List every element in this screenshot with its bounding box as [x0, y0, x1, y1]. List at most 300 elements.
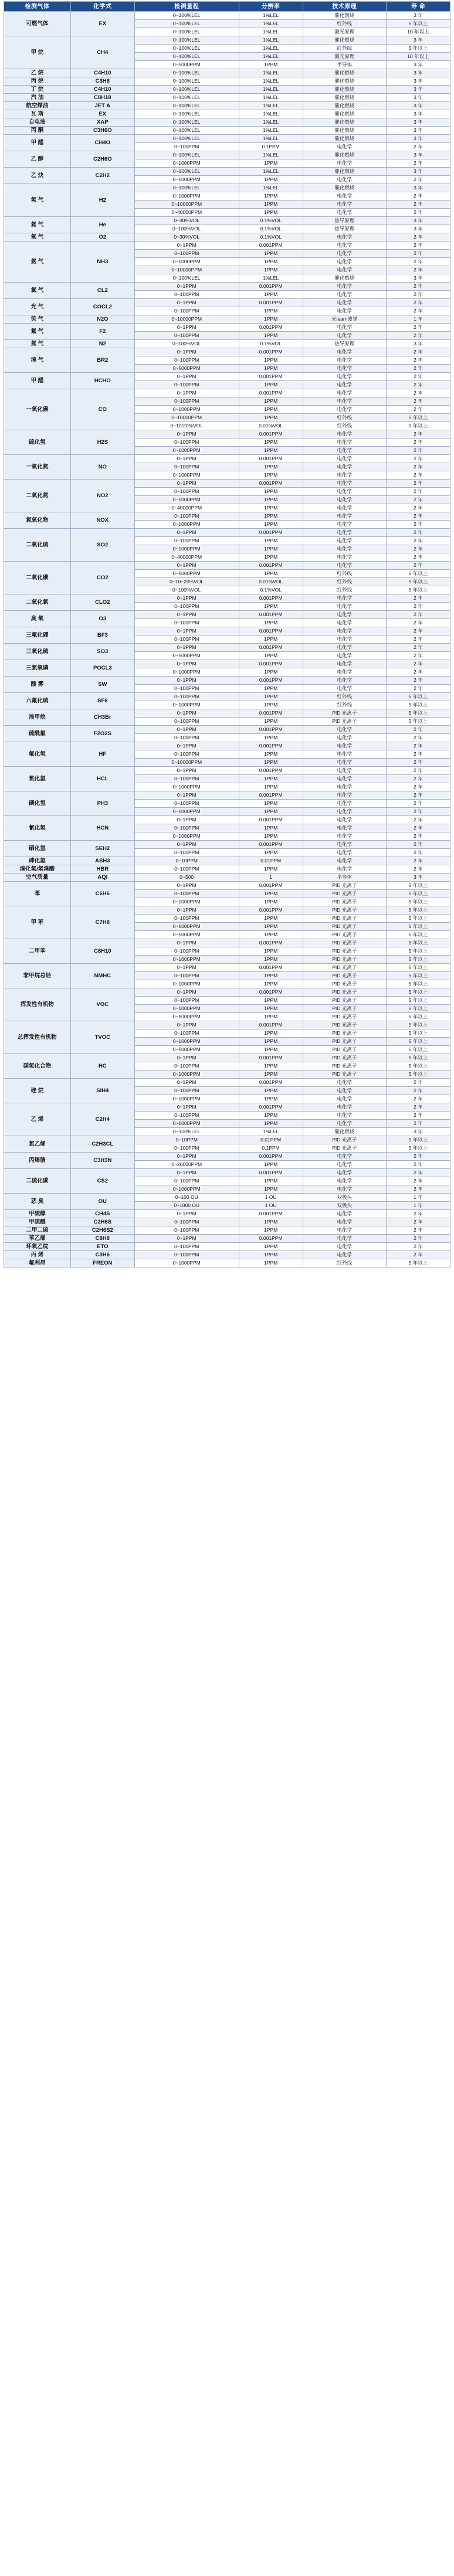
resolution-cell: 1PPM [239, 668, 303, 677]
range-cell: 0~1PPM [134, 1103, 239, 1112]
range-cell: 0~40000PPM [134, 209, 239, 217]
lifetime-cell: 2 年 [386, 865, 450, 874]
range-cell: 0~1000PPM [134, 1259, 239, 1267]
lifetime-cell: 2 年 [386, 594, 450, 603]
formula-cell: C2H6O [70, 151, 134, 168]
lifetime-cell: 3 年 [386, 340, 450, 348]
technology-cell: PID 光离子 [303, 718, 386, 726]
range-cell: 0~1000PPM [134, 701, 239, 709]
range-cell: 0~100%LEL [134, 53, 239, 61]
technology-cell: 电化学 [303, 1112, 386, 1120]
table-row [4, 127, 450, 135]
resolution-cell: 0.001PPM [239, 1054, 303, 1062]
formula-cell: C8H18 [70, 94, 134, 102]
resolution-cell: 1PPM [239, 923, 303, 931]
gas-sensor-spec-page [0, 1, 454, 1267]
range-cell: 0~1000PPM [134, 980, 239, 988]
lifetime-cell: 2 年 [386, 504, 450, 512]
lifetime-cell: 2 年 [386, 348, 450, 356]
table-row [4, 939, 450, 947]
range-cell: 0~1000PPM [134, 783, 239, 791]
resolution-cell: 0.001PPM [239, 389, 303, 397]
resolution-cell: 1PPM [239, 972, 303, 980]
gas-name-cell: 丙 酮 [4, 127, 71, 135]
technology-cell: 电化学 [303, 865, 386, 874]
range-cell: 0~5000PPM [134, 1046, 239, 1054]
range-cell: 0~1PPM [134, 1210, 239, 1218]
resolution-cell: 1PPM [239, 176, 303, 184]
range-cell: 0~1PPM [134, 791, 239, 800]
range-cell: 0~1000PPM [134, 1038, 239, 1046]
gas-name-cell: 臭 氧 [4, 611, 71, 627]
resolution-cell: 1PPM [239, 545, 303, 553]
lifetime-cell: 2 年 [386, 356, 450, 365]
technology-cell: 电化学 [303, 808, 386, 816]
table-row [4, 184, 450, 192]
table-row [4, 299, 450, 307]
range-cell: 0~100PPM [134, 143, 239, 151]
resolution-cell: 1PPM [239, 291, 303, 299]
lifetime-cell: 2 年 [386, 471, 450, 480]
resolution-cell: 0.001PPM [239, 299, 303, 307]
technology-cell: 电化学 [303, 447, 386, 455]
range-cell: 0~1000PPM [134, 1185, 239, 1194]
formula-cell: BF3 [70, 627, 134, 644]
range-cell: 0~100%LEL [134, 110, 239, 118]
gas-name-cell: 氮氧化物 [4, 512, 71, 529]
technology-cell: 催化燃烧 [303, 168, 386, 176]
range-cell: 0~1000PPM [134, 1005, 239, 1013]
range-cell: 0~1000 OU [134, 1202, 239, 1210]
resolution-cell: 0.001PPM [239, 660, 303, 668]
technology-cell: 电化学 [303, 463, 386, 471]
resolution-cell: 0.01PPM [239, 1136, 303, 1144]
formula-cell: C2H6S2 [70, 1226, 134, 1235]
lifetime-cell: 2 年 [386, 1226, 450, 1235]
lifetime-cell: 2 年 [386, 430, 450, 439]
gas-name-cell: 苯乙烯 [4, 1235, 71, 1243]
table-row [4, 69, 450, 77]
gas-name-cell: 二甲苯 [4, 939, 71, 964]
technology-cell: 电化学 [303, 1226, 386, 1235]
gas-name-cell: 瓦 斯 [4, 110, 71, 118]
technology-cell: 电化学 [303, 824, 386, 832]
lifetime-cell: 3 年 [386, 217, 450, 225]
range-cell: 0~10000PPM [134, 759, 239, 767]
lifetime-cell: 2 年 [386, 209, 450, 217]
lifetime-cell: 5 年以上 [386, 988, 450, 997]
range-cell: 0~100PPM [134, 750, 239, 759]
range-cell: 0~1PPM [134, 742, 239, 750]
resolution-cell: 1PPM [239, 504, 303, 512]
formula-cell: ASH3 [70, 857, 134, 865]
lifetime-cell: 5 年以上 [386, 939, 450, 947]
lifetime-cell: 2 年 [386, 397, 450, 406]
lifetime-cell: 2 年 [386, 242, 450, 250]
lifetime-cell: 2 年 [386, 307, 450, 315]
resolution-cell: 1PPM [239, 1177, 303, 1185]
table-row [4, 512, 450, 521]
resolution-cell: 0.001PPM [239, 1153, 303, 1161]
resolution-cell: 1PPM [239, 1005, 303, 1013]
resolution-cell: 1%LEL [239, 53, 303, 61]
gas-name-cell: 硫化氢 [4, 430, 71, 455]
technology-cell: PID 光离子 [303, 1062, 386, 1070]
range-cell: 0~100PPM [134, 972, 239, 980]
range-cell: 0~1PPM [134, 1153, 239, 1161]
technology-cell: 催化燃烧 [303, 86, 386, 94]
technology-cell: PID 光离子 [303, 906, 386, 915]
table-row [4, 726, 450, 734]
resolution-cell: 1PPM [239, 734, 303, 742]
range-cell: 0~500 [134, 874, 239, 882]
resolution-cell: 1PPM [239, 1259, 303, 1267]
technology-cell: 电化学 [303, 159, 386, 168]
table-row [4, 611, 450, 619]
range-cell: 0~1000PPM [134, 521, 239, 529]
resolution-cell: 0.1%VOL [239, 225, 303, 233]
lifetime-cell: 2 年 [386, 512, 450, 521]
resolution-cell: 1%LEL [239, 135, 303, 143]
table-row [4, 594, 450, 603]
lifetime-cell: 5 年以上 [386, 718, 450, 726]
gas-name-cell: 氟利昂 [4, 1259, 71, 1267]
gas-name-cell: 硫酰氟 [4, 726, 71, 742]
lifetime-cell: 2 年 [386, 439, 450, 447]
resolution-cell: 0.001PPM [239, 841, 303, 849]
range-cell: 0~100PPM [134, 1062, 239, 1070]
lifetime-cell: 3 年 [386, 61, 450, 69]
gas-name-cell: 三氟化硼 [4, 627, 71, 644]
range-cell: 0~1PPM [134, 816, 239, 824]
gas-name-cell: 甲 烷 [4, 36, 71, 69]
technology-cell: 电化学 [303, 627, 386, 635]
range-cell: 0~30%VOL [134, 233, 239, 242]
table-row [4, 988, 450, 997]
formula-cell: BR2 [70, 348, 134, 373]
technology-cell: PID 光离子 [303, 1046, 386, 1054]
gas-name-cell: 氯乙烯 [4, 1136, 71, 1153]
lifetime-cell: 2 年 [386, 1120, 450, 1128]
resolution-cell: 1PPM [239, 947, 303, 956]
range-cell: 0~10~20%VOL [134, 578, 239, 586]
technology-cell: 电化学 [303, 1103, 386, 1112]
resolution-cell: 1%LEL [239, 20, 303, 28]
range-cell: 0~1000PPM [134, 496, 239, 504]
range-cell: 0~1PPM [134, 480, 239, 488]
resolution-cell: 1PPM [239, 307, 303, 315]
resolution-cell: 0.1%VOL [239, 217, 303, 225]
gas-name-cell: 二氧化碳 [4, 562, 71, 594]
technology-cell: 电化学 [303, 242, 386, 250]
range-cell: 0~1PPM [134, 594, 239, 603]
gas-name-cell: 苯 [4, 882, 71, 906]
technology-cell: 红外线 [303, 570, 386, 578]
technology-cell: 激光原理 [303, 53, 386, 61]
lifetime-cell: 2 年 [386, 1251, 450, 1259]
range-cell: 0~100%VOL [134, 225, 239, 233]
formula-cell: NO2 [70, 480, 134, 512]
resolution-cell: 1%LEL [239, 36, 303, 45]
technology-cell: 电化学 [303, 767, 386, 775]
resolution-cell: 0.001PPM [239, 742, 303, 750]
lifetime-cell: 2 年 [386, 389, 450, 397]
range-cell: 0~1PPM [134, 882, 239, 890]
lifetime-cell: 2 年 [386, 332, 450, 340]
table-row [4, 644, 450, 652]
technology-cell: PID 光离子 [303, 964, 386, 972]
range-cell: 0~100%LEL [134, 168, 239, 176]
range-cell: 0~100%LEL [134, 118, 239, 127]
formula-cell: VOC [70, 988, 134, 1021]
resolution-cell: 1PPM [239, 1226, 303, 1235]
resolution-cell: 1PPM [239, 701, 303, 709]
table-row [4, 340, 450, 348]
technology-cell: 红外线 [303, 586, 386, 594]
range-cell: 0~100PPM [134, 1029, 239, 1038]
lifetime-cell: 5 年以上 [386, 972, 450, 980]
lifetime-cell: 2 年 [386, 266, 450, 274]
lifetime-cell: 5 年以上 [386, 1136, 450, 1144]
lifetime-cell: 5 年以上 [386, 586, 450, 594]
range-cell: 0~100PPM [134, 1112, 239, 1120]
resolution-cell: 0.001PPM [239, 348, 303, 356]
technology-cell: 电化学 [303, 603, 386, 611]
lifetime-cell: 5 年以上 [386, 709, 450, 718]
technology-cell: 半导体 [303, 874, 386, 882]
formula-cell: O3 [70, 611, 134, 627]
resolution-cell: 1PPM [239, 652, 303, 660]
formula-cell: HCN [70, 816, 134, 841]
technology-cell: 电化学 [303, 373, 386, 381]
technology-cell: 电化学 [303, 439, 386, 447]
resolution-cell: 0.1PPM [239, 143, 303, 151]
lifetime-cell: 2 年 [386, 381, 450, 389]
technology-cell: 电化学 [303, 192, 386, 200]
table-row [4, 135, 450, 143]
resolution-cell: 1%LEL [239, 151, 303, 159]
technology-cell: PID 光离子 [303, 1013, 386, 1021]
formula-cell: O2 [70, 233, 134, 242]
range-cell: 0~10000PPM [134, 414, 239, 422]
range-cell: 0~100%VOL [134, 340, 239, 348]
technology-cell: 电化学 [303, 307, 386, 315]
range-cell: 0~100%LEL [134, 28, 239, 36]
range-cell: 0~100%LEL [134, 36, 239, 45]
table-row [4, 816, 450, 824]
table-row [4, 1210, 450, 1218]
resolution-cell: 1PPM [239, 619, 303, 627]
resolution-cell: 1PPM [239, 759, 303, 767]
table-row [4, 168, 450, 176]
range-cell: 0~100%LEL [134, 12, 239, 20]
technology-cell: 催化燃烧 [303, 151, 386, 159]
lifetime-cell: 2 年 [386, 644, 450, 652]
range-cell: 0~1PPM [134, 644, 239, 652]
formula-cell: POCL3 [70, 660, 134, 677]
lifetime-cell: 5 年以上 [386, 1144, 450, 1153]
table-row [4, 1021, 450, 1029]
lifetime-cell: 2 年 [386, 726, 450, 734]
lifetime-cell: 5 年以上 [386, 898, 450, 906]
technology-cell: 电化学 [303, 1079, 386, 1087]
range-cell: 0~1000PPM [134, 545, 239, 553]
range-cell: 0~1PPM [134, 562, 239, 570]
technology-cell: 热导原理 [303, 340, 386, 348]
range-cell: 0~100PPM [134, 849, 239, 857]
range-cell: 0~1PPM [134, 841, 239, 849]
gas-name-cell: 笑 气 [4, 315, 71, 324]
technology-cell: 电化学 [303, 619, 386, 627]
technology-cell: 红外线 [303, 45, 386, 53]
resolution-cell: 1PPM [239, 1243, 303, 1251]
resolution-cell: 1%LEL [239, 94, 303, 102]
lifetime-cell: 10 年以上 [386, 53, 450, 61]
technology-cell: 光learn波导 [303, 315, 386, 324]
technology-cell: 电化学 [303, 381, 386, 389]
technology-cell: PID 光离子 [303, 997, 386, 1005]
resolution-cell: 1%LEL [239, 69, 303, 77]
technology-cell: 电化学 [303, 1177, 386, 1185]
range-cell: 0~1000PPM [134, 176, 239, 184]
table-row [4, 865, 450, 874]
lifetime-cell: 3 年 [386, 12, 450, 20]
lifetime-cell: 2 年 [386, 824, 450, 832]
resolution-cell: 1PPM [239, 1046, 303, 1054]
lifetime-cell: 2 年 [386, 635, 450, 644]
lifetime-cell: 2 年 [386, 159, 450, 168]
range-cell: 0~1000PPM [134, 1070, 239, 1079]
technology-cell: 电化学 [303, 1218, 386, 1226]
technology-cell: 电化学 [303, 660, 386, 668]
technology-cell: 电化学 [303, 1095, 386, 1103]
gas-name-cell: 恶 臭 [4, 1194, 71, 1210]
gas-name-cell: 氧 气 [4, 233, 71, 242]
technology-cell: PID 光离子 [303, 1054, 386, 1062]
resolution-cell: 0.001PPM [239, 1235, 303, 1243]
formula-cell: FREON [70, 1259, 134, 1267]
formula-cell: CLO2 [70, 594, 134, 611]
range-cell: 0~1000PPM [134, 668, 239, 677]
lifetime-cell: 2 年 [386, 734, 450, 742]
resolution-cell: 1PPM [239, 1062, 303, 1070]
lifetime-cell: 2 年 [386, 1153, 450, 1161]
technology-cell: 电化学 [303, 521, 386, 529]
range-cell: 0~1PPM [134, 1169, 239, 1177]
technology-cell: 双极头 [303, 1202, 386, 1210]
technology-cell: 电化学 [303, 611, 386, 619]
gas-name-cell: 乙 烷 [4, 69, 71, 77]
resolution-cell: 1PPM [239, 824, 303, 832]
technology-cell: 电化学 [303, 291, 386, 299]
technology-cell: 电化学 [303, 488, 386, 496]
lifetime-cell: 2 年 [386, 603, 450, 611]
technology-cell: 电化学 [303, 1251, 386, 1259]
technology-cell: 电化学 [303, 1243, 386, 1251]
table-row [4, 1054, 450, 1062]
technology-cell: 电化学 [303, 324, 386, 332]
lifetime-cell: 5 年以上 [386, 956, 450, 964]
lifetime-cell: 3 年 [386, 184, 450, 192]
resolution-cell: 0.001PPM [239, 480, 303, 488]
resolution-cell: 0.001PPM [239, 677, 303, 685]
technology-cell: 催化燃烧 [303, 127, 386, 135]
formula-cell: SEH2 [70, 841, 134, 857]
resolution-cell: 0.001PPM [239, 791, 303, 800]
technology-cell: 电化学 [303, 1235, 386, 1243]
technology-cell: 电化学 [303, 832, 386, 841]
lifetime-cell: 3 年 [386, 135, 450, 143]
resolution-cell: 1PPM [239, 1185, 303, 1194]
lifetime-cell: 5 年以上 [386, 20, 450, 28]
gas-name-cell: 汽 油 [4, 94, 71, 102]
technology-cell: PID 光离子 [303, 1005, 386, 1013]
range-cell: 0~1PPM [134, 389, 239, 397]
technology-cell: 电化学 [303, 1210, 386, 1218]
table-row [4, 1259, 450, 1267]
technology-cell: 电化学 [303, 176, 386, 184]
resolution-cell: 0.001PPM [239, 726, 303, 734]
range-cell: 0~100PPM [134, 635, 239, 644]
lifetime-cell: 2 年 [386, 775, 450, 783]
lifetime-cell: 5 年以上 [386, 890, 450, 898]
gas-name-cell: 二氧化硫 [4, 529, 71, 562]
lifetime-cell: 2 年 [386, 1161, 450, 1169]
range-cell: 0~100PPM [134, 915, 239, 923]
table-row [4, 77, 450, 86]
range-cell: 0~100PPM [134, 488, 239, 496]
table-row [4, 1243, 450, 1251]
resolution-cell: 0.001PPM [239, 964, 303, 972]
range-cell: 0~100%LEL [134, 127, 239, 135]
lifetime-cell: 2 年 [386, 1112, 450, 1120]
gas-name-cell: 甲 醛 [4, 373, 71, 389]
resolution-cell: 0.1%VOL [239, 586, 303, 594]
lifetime-cell: 2 年 [386, 545, 450, 553]
table-row [4, 627, 450, 635]
resolution-cell: 1%LEL [239, 168, 303, 176]
lifetime-cell: 2 年 [386, 1087, 450, 1095]
table-row [4, 348, 450, 356]
lifetime-cell: 2 年 [386, 258, 450, 266]
resolution-cell: 0.001PPM [239, 529, 303, 537]
gas-name-cell: 碳氢化合物 [4, 1054, 71, 1079]
formula-cell: SF6 [70, 693, 134, 709]
technology-cell: PID 光离子 [303, 939, 386, 947]
resolution-cell: 1%LEL [239, 77, 303, 86]
range-cell: 0~100%LEL [134, 151, 239, 159]
technology-cell: 电化学 [303, 1120, 386, 1128]
range-cell: 0~1PPM [134, 627, 239, 635]
technology-cell: 电化学 [303, 857, 386, 865]
lifetime-cell: 2 年 [386, 1235, 450, 1243]
table-row [4, 562, 450, 570]
technology-cell: 催化燃烧 [303, 102, 386, 110]
resolution-cell: 0.001PPM [239, 767, 303, 775]
range-cell: 0~30%VOL [134, 217, 239, 225]
range-cell: 0~10000PPM [134, 315, 239, 324]
technology-cell: 催化燃烧 [303, 77, 386, 86]
range-cell: 0~100PPM [134, 865, 239, 874]
resolution-cell: 0.001PPM [239, 882, 303, 890]
resolution-cell: 0.001PPM [239, 1169, 303, 1177]
technology-cell: PID 光离子 [303, 956, 386, 964]
technology-cell: PID 光离子 [303, 709, 386, 718]
lifetime-cell: 2 年 [386, 808, 450, 816]
technology-cell: 电化学 [303, 553, 386, 562]
resolution-cell: 1PPM [239, 783, 303, 791]
resolution-cell: 1%LEL [239, 1128, 303, 1136]
